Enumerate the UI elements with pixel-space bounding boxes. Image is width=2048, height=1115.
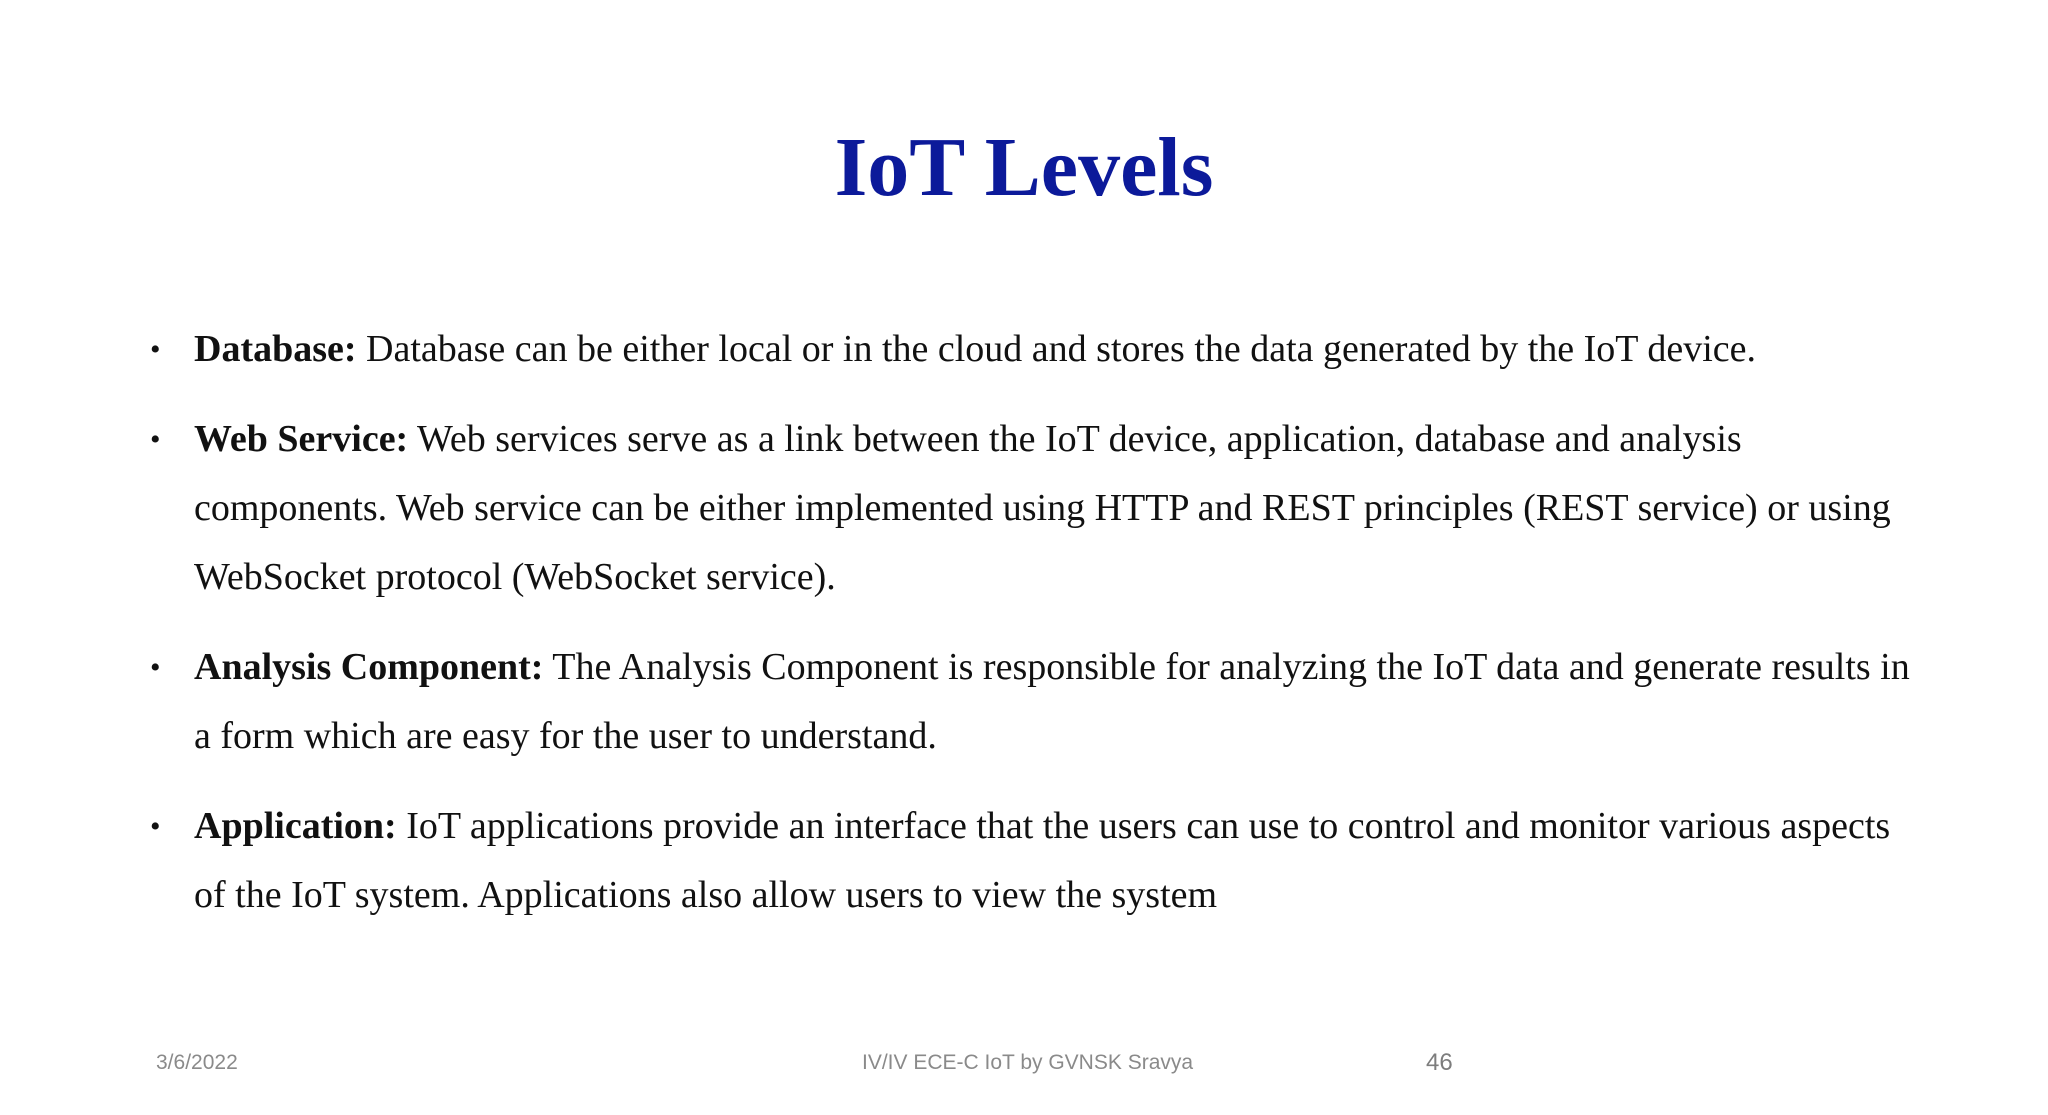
bullet-term: Web Service: (194, 418, 409, 460)
footer-title: IV/IV ECE-C IoT by GVNSK Sravya (862, 1051, 1194, 1074)
bullet-application (150, 792, 1910, 930)
bullet-text: Web services serve as a link between the IoT device, application, database and analysis components. Web service can be either implemented using HTTP and REST principles (REST service) or using WebSocket protocol (WebSocket service). (194, 418, 1891, 598)
bullet-list (150, 315, 1910, 951)
bullet-web-service (150, 405, 1910, 612)
bullet-term: Application: (194, 805, 397, 847)
bullet-analysis-component (150, 633, 1910, 771)
footer-date: 3/6/2022 (156, 1051, 238, 1074)
bullet-text: Database can be either local or in the cloud and stores the data generated by the IoT device. (356, 328, 1756, 370)
bullet-dot-icon: • (150, 333, 161, 366)
bullet-dot-icon: • (150, 651, 161, 684)
bullet-term: Analysis Component: (194, 646, 544, 688)
bullet-text: The Analysis Component is responsible for analyzing the IoT data and generate results in a form which are easy for the user to understand. (194, 646, 1910, 757)
bullet-text: IoT applications provide an interface that the users can use to control and monitor various aspects of the IoT system. Applications also allow users to view the system (194, 805, 1891, 916)
bullet-dot-icon: • (150, 810, 161, 843)
bullet-dot-icon: • (150, 423, 161, 456)
bullet-term: Database: (194, 328, 357, 370)
slide-title: IoT Levels (834, 121, 1214, 214)
bullet-database (150, 315, 1910, 384)
page-number: 46 (1426, 1049, 1453, 1076)
